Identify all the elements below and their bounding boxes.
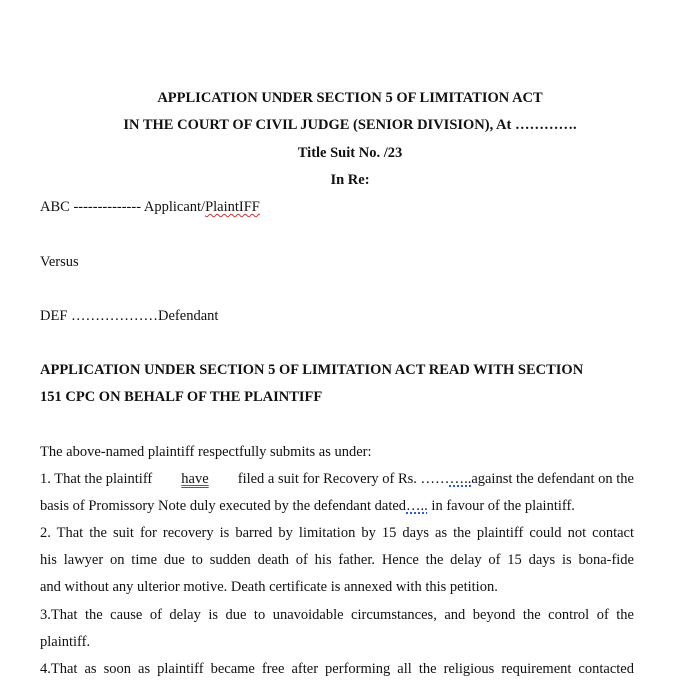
paragraph-4-line-1: 4.That as soon as plaintiff became free after performing all the religious requirement contacted bbox=[40, 661, 634, 677]
paragraph-2-line-2: his lawyer on time due to sudden death of his father. Hence the delay of 15 days is bona-fide bbox=[40, 552, 634, 568]
applicant-line bbox=[40, 199, 640, 216]
application-heading-line-1: APPLICATION UNDER SECTION 5 OF LIMITATION ACT READ WITH SECTION bbox=[40, 362, 584, 378]
p1-have-word: have bbox=[181, 471, 209, 487]
p1-date-dots: ….. bbox=[406, 498, 428, 514]
p1-text-a: 1. That the plaintiff bbox=[40, 471, 153, 487]
p1-text-b: filed a suit for Recovery of Rs. ………..against the defendant on the bbox=[237, 471, 634, 487]
applicant-plaintiff-word: PlaintIFF bbox=[205, 199, 260, 215]
in-re-label: In Re: bbox=[330, 172, 370, 188]
title-line-1: APPLICATION UNDER SECTION 5 OF LIMITATION ACT bbox=[157, 90, 543, 106]
paragraph-2-line-3: and without any ulterior motive. Death certificate is annexed with this petition. bbox=[40, 579, 498, 595]
p1-amount-dots: ….. bbox=[449, 471, 472, 487]
paragraph-1-line-2: basis of Promissory Note duly executed by the defendant dated….. in favour of the plaintiff. bbox=[40, 498, 575, 514]
versus-line: Versus bbox=[40, 254, 79, 270]
paragraph-3-line-2: plaintiff. bbox=[40, 634, 91, 650]
title-line-2: IN THE COURT OF CIVIL JUDGE (SENIOR DIVISION), At …………. bbox=[123, 117, 577, 133]
defendant-line: DEF ………………Defendant bbox=[40, 308, 219, 324]
intro-paragraph: The above-named plaintiff respectfully submits as under: bbox=[40, 444, 372, 460]
p1-text-c: against the defendant on the bbox=[471, 471, 634, 487]
applicant-prefix: ABC -------------- Applicant/ bbox=[40, 199, 206, 215]
application-heading-line-2: 151 CPC ON BEHALF OF THE PLAINTIFF bbox=[40, 389, 323, 405]
paragraph-1-line-1 bbox=[40, 471, 634, 488]
title-suit-number: Title Suit No. /23 bbox=[297, 145, 403, 161]
paragraph-3-line-1: 3.That the cause of delay is due to unavoidable circumstances, and beyond the control of the bbox=[40, 607, 634, 623]
paragraph-2-line-1: 2. That the suit for recovery is barred by limitation by 15 days as the plaintiff could not contact bbox=[40, 525, 634, 541]
